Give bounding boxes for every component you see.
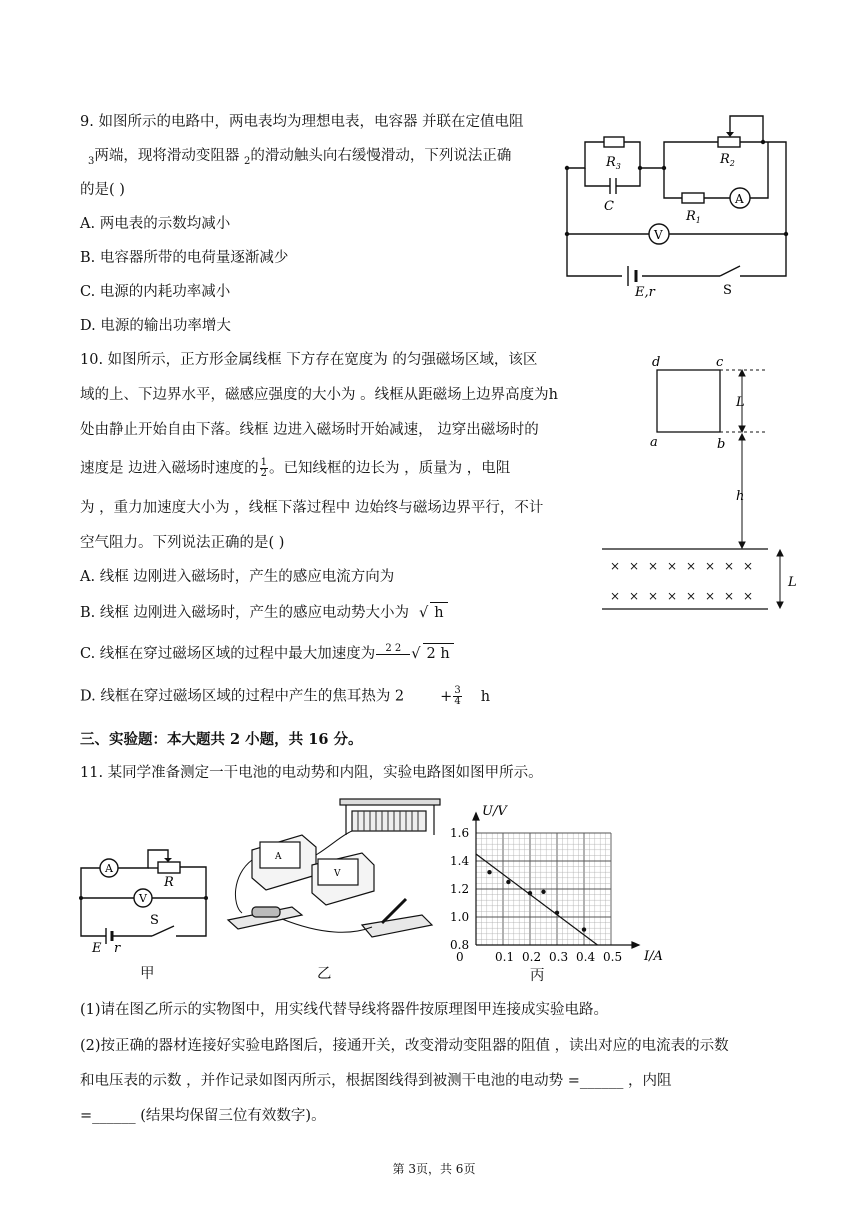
chart-data-point [528, 891, 532, 895]
fig-jia-caption: 甲 [140, 966, 155, 982]
ammeter-label: A [735, 192, 744, 206]
chart-x-arrow [632, 942, 639, 948]
svg-text:×: × [610, 559, 621, 573]
chart-x-tick-label: 0.4 [576, 950, 596, 964]
chart-x-tick-label: 0.3 [549, 950, 569, 964]
q11-apparatus-yi [222, 795, 442, 945]
jia-voltmeter-label: V [139, 892, 147, 905]
q11-ui-chart [446, 795, 676, 970]
q9-option-b: B. 电容器所带的电荷量逐渐减少 [80, 250, 289, 266]
svg-text:×: × [648, 559, 659, 573]
q10-option-b: B. 线框 边刚进入磁场时，产生的感应电动势大小为 √ h [80, 602, 448, 623]
section-heading: 三、实验题：本大题共 2 小题，共 16 分。 [80, 731, 363, 748]
q11-line1: 11. 某同学准备测定一干电池的电动势和内阻，实验电路图如图甲所示。 [80, 765, 543, 781]
q10-line5: 为 ，重力加速度大小为 ，线框下落过程中 边始终与磁场边界平行，不计 [80, 500, 544, 516]
jia-resistor-label: R [164, 875, 174, 890]
chart-data-point [487, 870, 491, 874]
chart-x-tick-label: 0.5 [603, 950, 623, 964]
switch-label: S [723, 283, 732, 298]
q10-option-c: C. 线框在穿过磁场区域的过程中最大加速度为 2 2 √ 2 h [80, 643, 454, 665]
svg-text:A: A [275, 852, 282, 862]
chart-x-tick-label: 0.1 [495, 950, 515, 964]
q9-option-d: D. 电源的输出功率增大 [80, 318, 231, 334]
page-footer: 第 3页，共 6页 [392, 1162, 476, 1176]
chart-fit-line [476, 854, 598, 945]
chart-data-point [541, 890, 545, 894]
chart-y-tick-label: 1.4 [450, 854, 470, 868]
q9-line3: 的是( ) [80, 182, 125, 198]
svg-text:×: × [686, 589, 697, 603]
height-label: h [736, 489, 745, 504]
q11-part1: (1)请在图乙所示的实物图中，用实线代替导线将器件按原理图甲连接成实验电路。 [80, 1002, 609, 1018]
q10-option-d: D. 线框在穿过磁场区域的过程中产生的焦耳热为 2 + $\frac{3}{4}$ h [80, 685, 491, 707]
corner-c-label: c [716, 355, 724, 370]
q9-circuit-diagram [560, 108, 795, 298]
q11-circuit-jia [76, 840, 216, 960]
r3-label: $R_3$ [606, 155, 621, 171]
q10-option-a: A. 线框 边刚进入磁场时，产生的感应电流方向为 [80, 569, 395, 585]
chart-y-tick-label: 1.2 [450, 882, 470, 896]
svg-text:V: V [334, 869, 341, 879]
q9-option-a: A. 两电表的示数均减小 [80, 216, 231, 232]
svg-text:×: × [724, 589, 735, 603]
svg-text:×: × [667, 589, 678, 603]
battery-label: E,r [635, 285, 655, 298]
jia-switch-label: S [150, 913, 159, 928]
chart-y-tick-label: 0.8 [450, 938, 470, 952]
q11-part2-line1: (2)按正确的器材连接好实验电路图后，接通开关，改变滑动变阻器的阻值 ，读出对应的电流表的示数 [80, 1038, 729, 1054]
q9-line1: 9. 如图所示的电路中，两电表均为理想电表，电容器 并联在定值电阻 [80, 114, 524, 130]
svg-text:×: × [724, 559, 735, 573]
q10-line4: 速度是 边进入磁场时速度的 $\frac{1}{2}$ 。已知线框的边长为 ，质量为 ，电阻 [80, 457, 511, 479]
q10-line1: 10. 如图所示，正方形金属线框 下方存在宽度为 的匀强磁场区域，该区 [80, 352, 538, 368]
chart-x-tick-label: 0.2 [522, 950, 542, 964]
corner-b-label: b [717, 437, 726, 452]
chart-y-tick-label: 1.0 [450, 910, 470, 924]
side-length-label: L [736, 395, 745, 410]
jia-emf-label: E [92, 941, 102, 956]
chart-data-point [582, 927, 586, 931]
chart-y-tick-label: 1.6 [450, 826, 470, 840]
svg-text:×: × [705, 589, 716, 603]
q11-part2-line3: =______ (结果均保留三位有效数字)。 [80, 1108, 326, 1124]
q10-frame-magnetic-field-diagram [600, 352, 805, 622]
chart-x-tick-label: 0 [456, 950, 464, 964]
chart-ylabel: U/V [482, 804, 507, 819]
svg-text:×: × [743, 559, 754, 573]
q10-line2: 域的上、下边界水平，磁感应强度的大小为 。线框从距磁场上边界高度为h [80, 387, 558, 403]
svg-text:×: × [610, 589, 621, 603]
chart-data-point [555, 911, 559, 915]
q10-line6: 空气阻力。下列说法正确的是( ) [80, 535, 285, 551]
jia-internal-r-label: r [114, 941, 121, 956]
chart-xlabel: I/A [644, 949, 663, 964]
svg-text:×: × [743, 589, 754, 603]
q9-option-c: C. 电源的内耗功率减小 [80, 284, 231, 300]
svg-text:×: × [629, 589, 640, 603]
r2-label: $R_2$ [720, 152, 735, 168]
chart-y-arrow [473, 813, 479, 820]
corner-d-label: d [652, 355, 661, 370]
q10-line3: 处由静止开始自由下落。线框 边进入磁场时开始减速， 边穿出磁场时的 [80, 422, 539, 438]
chart-data-point [506, 880, 510, 884]
svg-text:×: × [648, 589, 659, 603]
r1-label: $R_1$ [686, 209, 701, 225]
svg-text:×: × [705, 559, 716, 573]
svg-text:×: × [629, 559, 640, 573]
corner-a-label: a [650, 435, 658, 450]
field-width-label: L [788, 575, 797, 590]
voltmeter-label: V [654, 228, 663, 242]
jia-ammeter-label: A [105, 862, 113, 875]
q11-part2-line2: 和电压表的示数 ，并作记录如图丙所示，根据图线得到被测干电池的电动势 =______ ，内阻 [80, 1073, 672, 1089]
fig-yi-caption: 乙 [317, 966, 332, 982]
svg-text:×: × [667, 559, 678, 573]
q9-line2: $_3$两端，现将滑动变阻器 $_2$的滑动触头向右缓慢滑动，下列说法正确 [88, 148, 512, 167]
capacitor-label: C [604, 199, 614, 214]
fig-bing-caption: 丙 [530, 968, 545, 984]
svg-text:×: × [686, 559, 697, 573]
